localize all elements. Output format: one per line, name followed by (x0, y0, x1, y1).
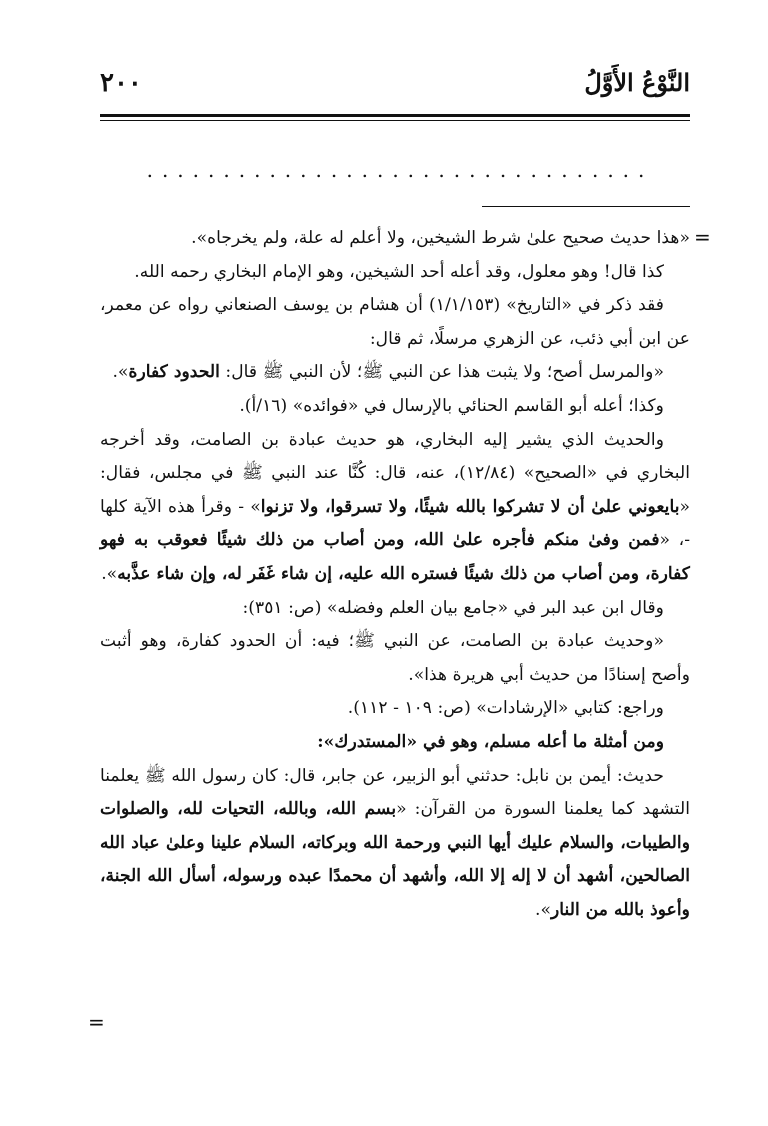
paragraph-quote-ubada: «وحديث عبادة بن الصامت، عن النبي ﷺ؛ فيه: أن الحدود كفارة، وهو أثبت وأصح إسنادًا من حديث أبي هريرة هذا». (100, 631, 690, 685)
text-span: ». (101, 563, 118, 584)
paragraph-ibn-abd-al-barr: وقال ابن عبد البر في «جامع بيان العلم وفضله» (ص: ٣٥١): (242, 597, 664, 618)
header-rule-thick (100, 114, 690, 117)
paragraph-hinnai: وكذا؛ أعله أبو القاسم الحنائي بالإرسال في «فوائده» (١٦/أ). (239, 395, 664, 416)
text-span: ». (535, 899, 551, 920)
text-span: ». (112, 362, 129, 383)
continuation-mark-bottom: = (88, 1010, 105, 1034)
paragraph-tarikh: فقد ذكر في «التاريخ» (١/١/١٥٣) أن هشام بن يوسف الصنعاني رواه عن معمر، عن ابن أبي ذئب، عن الزهري مرسلًا، ثم قال: (100, 295, 690, 349)
page-header (100, 68, 690, 110)
paragraph-mursal (100, 356, 690, 390)
page-number: ٢٠٠ (100, 68, 142, 98)
paragraph-reference: وراجع: كتابي «الإرشادات» (ص: ١٠٩ - ١١٢). (347, 698, 664, 719)
text-span: «والمرسل أصح؛ ولا يثبت هذا عن النبي ﷺ؛ لأن النبي ﷺ قال: (219, 362, 664, 383)
bold-hadith-text: بسم الله، وبالله، التحيات لله، والصلوات والطيبات، والسلام عليك أيها النبي ورحمة الله وبركاته، السلام علينا وعلىٰ عباد الله الصالحين، أشهد أن لا إله إلا الله، وأشهد أن محمدًا عبده ورسوله، أسأل الله الجنة، وأعوذ بالله من النار (100, 799, 690, 920)
paragraph-ubada-hadith (100, 424, 690, 592)
bold-hadith-text: بايعوني علىٰ أن لا تشركوا بالله شيئًا، ولا تسرقوا، ولا تزنوا (260, 496, 680, 517)
footnote-rule (482, 206, 690, 207)
continuation-mark-top: = (694, 225, 711, 249)
paragraph-quote-hakim: «هذا حديث صحيح علىٰ شرط الشيخين، ولا أعلم له علة، ولم يخرجاه». (191, 228, 690, 248)
text-span: حديث: أيمن بن نابل: حدثني أبو الزبير، عن جابر، قال: كان رسول الله ﷺ يعلمنا التشهد كما يعلمنا السورة من القرآن: « (100, 765, 690, 820)
header-rule-thin (100, 120, 690, 121)
paragraph-muslim-heading: ومن أمثلة ما أعله مسلم، وهو في «المستدرك»: (317, 731, 664, 752)
paragraph-tashahhud (100, 760, 690, 928)
omission-ellipsis: ................................. (146, 158, 654, 182)
text-span: والحديث الذي يشير إليه البخاري، هو حديث عبادة بن الصامت، وقد أخرجه البخاري في «الصحيح» (١٢/٨٤)، عنه، قال: كُنَّا عند النبي ﷺ في مجلس، فقال: « (100, 429, 690, 517)
footnote-body (100, 222, 690, 927)
bold-hadith-text: فمن وفىٰ منكم فأجره علىٰ الله، ومن أصاب من ذلك شيئًا فعوقب به فهو كفارة، ومن أصاب من ذلك شيئًا فستره الله عليه، إن شاء غَفَر له، وإن شاء عذَّبه (100, 530, 690, 584)
bold-hadith-text: الحدود كفارة (128, 362, 220, 383)
running-title: النَّوْعُ الأَوَّلُ (584, 68, 690, 97)
paragraph-critique: كذا قال! وهو معلول، وقد أعله أحد الشيخين، وهو الإمام البخاري رحمه الله. (134, 261, 664, 282)
text-span: » - وقرأ هذه الآية كلها -، « (100, 496, 690, 551)
